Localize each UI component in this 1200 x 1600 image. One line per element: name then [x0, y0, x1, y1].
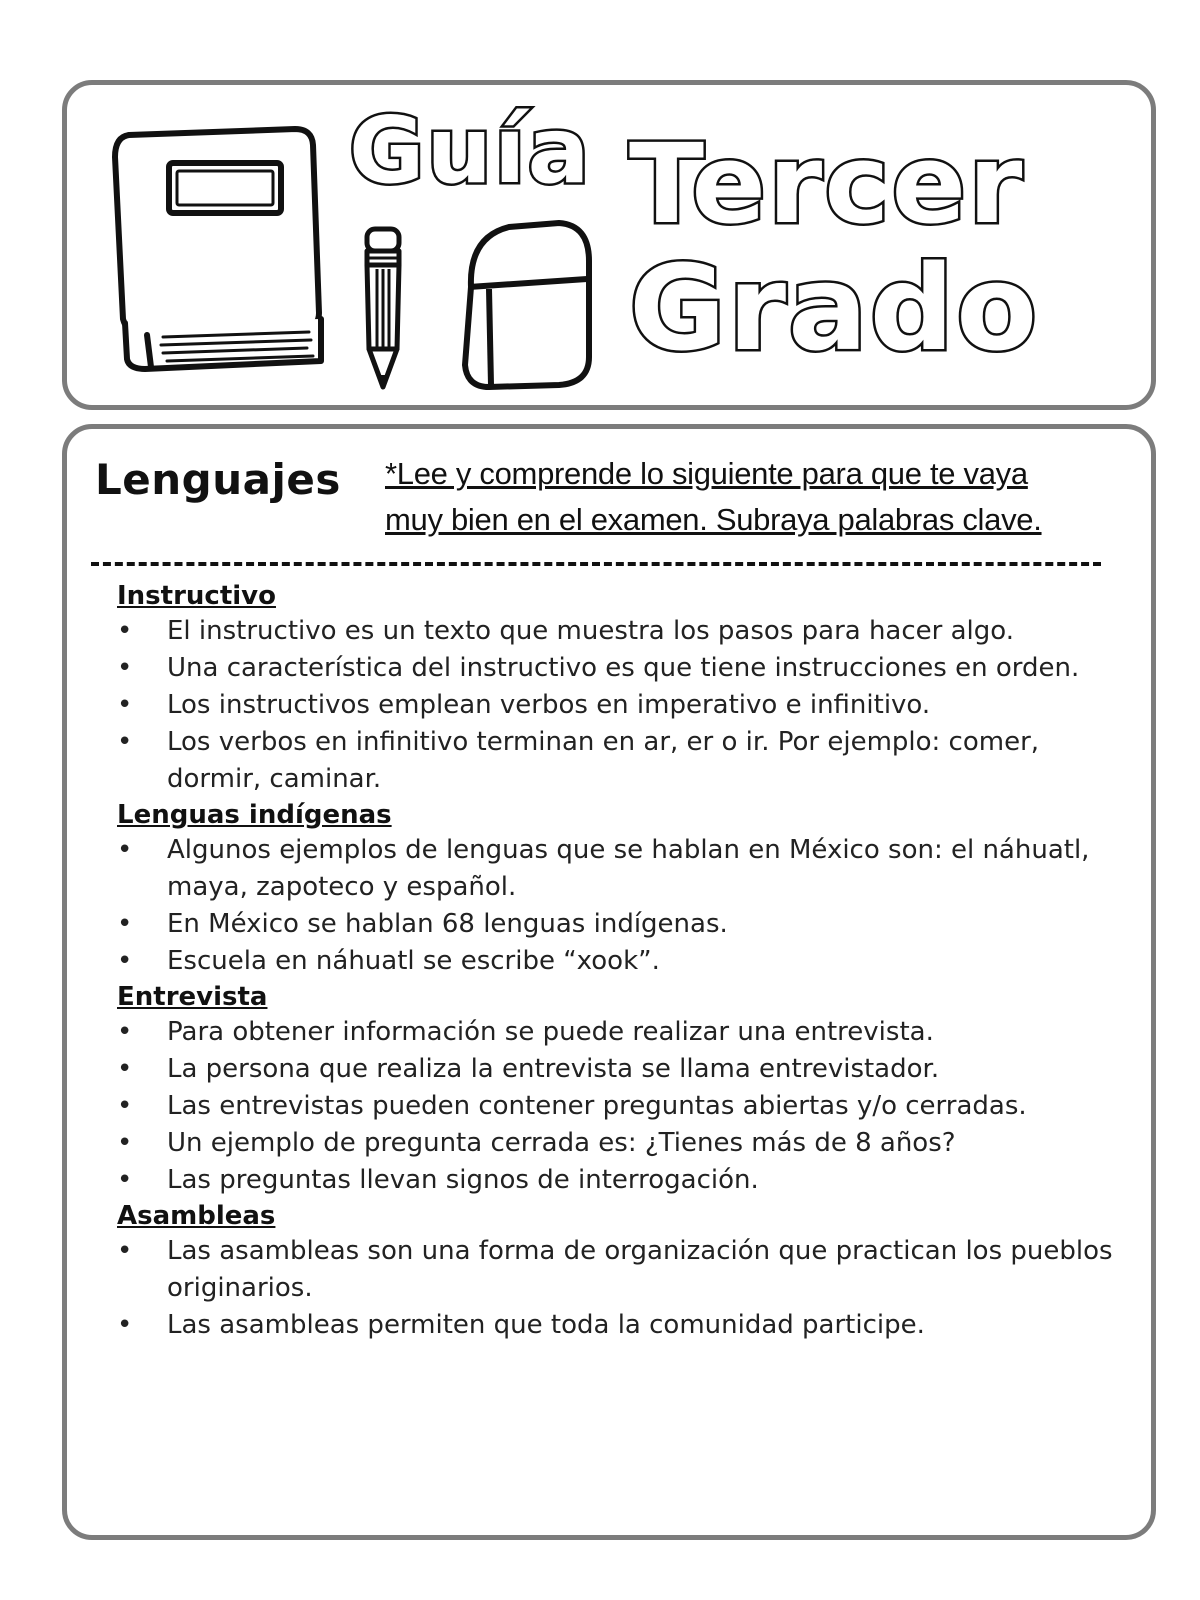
list-item-text: El instructivo es un texto que muestra los pasos para hacer algo.	[167, 616, 1014, 646]
list-item	[117, 650, 1117, 687]
list-item	[117, 613, 1117, 650]
bullet-mark: •	[117, 946, 133, 976]
section-asambleas	[117, 1199, 1117, 1344]
bullet-mark: •	[117, 835, 133, 865]
list-item	[117, 1125, 1117, 1162]
bullet-list	[117, 613, 1117, 798]
list-item	[117, 1088, 1117, 1125]
list-item-text: En México se hablan 68 lenguas indígenas.	[167, 909, 728, 939]
dashed-divider	[91, 562, 1101, 566]
eraser-icon	[449, 217, 599, 397]
subject-title: Lenguajes	[95, 455, 341, 504]
bullet-mark: •	[117, 616, 133, 646]
section-instructivo	[117, 579, 1117, 798]
section-title: Lenguas indígenas	[117, 800, 392, 830]
list-item-text: Los instructivos emplean verbos en imperativo e infinitivo.	[167, 690, 931, 720]
list-item	[117, 943, 1117, 980]
section-entrevista	[117, 980, 1117, 1199]
bullet-mark: •	[117, 653, 133, 683]
list-item	[117, 1051, 1117, 1088]
bullet-mark: •	[117, 1017, 133, 1047]
bullet-mark: •	[117, 1054, 133, 1084]
bullet-mark: •	[117, 1236, 133, 1266]
list-item	[117, 1162, 1117, 1199]
list-item	[117, 724, 1117, 798]
list-item-text: Los verbos en infinitivo terminan en ar, er o ir. Por ejemplo: comer, dormir, caminar.	[167, 727, 1040, 794]
bullet-mark: •	[117, 727, 133, 757]
list-item-text: Un ejemplo de pregunta cerrada es: ¿Tienes más de 8 años?	[167, 1128, 956, 1158]
instruction-line-2: muy bien en el examen. Subraya palabras clave.	[385, 502, 1042, 537]
list-item	[117, 906, 1117, 943]
list-item	[117, 1233, 1117, 1307]
list-item-text: Escuela en náhuatl se escribe “xook”.	[167, 946, 660, 976]
pencil-icon	[359, 225, 407, 395]
list-item-text: La persona que realiza la entrevista se llama entrevistador.	[167, 1054, 940, 1084]
list-item-text: Las entrevistas pueden contener preguntas abiertas y/o cerradas.	[167, 1091, 1027, 1121]
bullet-list	[117, 1233, 1117, 1344]
bullet-mark: •	[117, 1310, 133, 1340]
bullet-mark: •	[117, 1091, 133, 1121]
list-item	[117, 687, 1117, 724]
list-item-text: Las asambleas son una forma de organización que practican los pueblos originarios.	[167, 1236, 1113, 1303]
list-item	[117, 832, 1117, 906]
content-panel	[62, 424, 1156, 1540]
list-item-text: Algunos ejemplos de lenguas que se hablan en México son: el náhuatl, maya, zapoteco y español.	[167, 835, 1090, 902]
bullet-list	[117, 832, 1117, 980]
instruction-note	[385, 451, 1125, 543]
bullet-mark: •	[117, 690, 133, 720]
header-title-tercer: Tercer	[629, 120, 1025, 248]
list-item-text: Las preguntas llevan signos de interrogación.	[167, 1165, 759, 1195]
sections-list	[117, 579, 1117, 1344]
section-lenguas-indigenas	[117, 798, 1117, 980]
list-item-text: Las asambleas permiten que toda la comunidad participe.	[167, 1310, 925, 1340]
bullet-mark: •	[117, 909, 133, 939]
header-panel	[62, 80, 1156, 410]
bullet-mark: •	[117, 1128, 133, 1158]
header-title-guia: Guía	[349, 97, 592, 204]
list-item-text: Una característica del instructivo es que tiene instrucciones en orden.	[167, 653, 1080, 683]
header-title-grado: Grado	[629, 239, 1040, 377]
bullet-mark: •	[117, 1165, 133, 1195]
section-title: Instructivo	[117, 581, 276, 611]
list-item-text: Para obtener información se puede realizar una entrevista.	[167, 1017, 934, 1047]
list-item	[117, 1014, 1117, 1051]
instruction-line-1: *Lee y comprende lo siguiente para que te vaya	[385, 456, 1028, 491]
list-item	[117, 1307, 1117, 1344]
section-title: Asambleas	[117, 1201, 276, 1231]
section-title: Entrevista	[117, 982, 268, 1012]
book-icon	[107, 123, 337, 373]
bullet-list	[117, 1014, 1117, 1199]
